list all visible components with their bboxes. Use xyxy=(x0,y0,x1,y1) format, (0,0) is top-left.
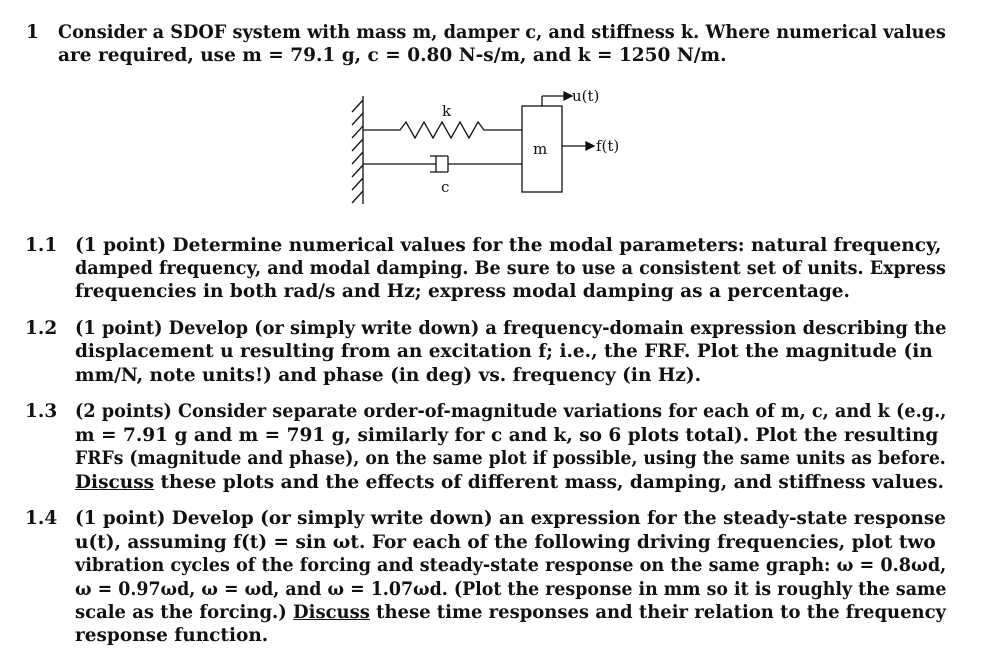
damper xyxy=(363,156,522,172)
part-1-4-line-2: u(t), assuming f(t) = sin ωt. For each of the following driving frequencies, plot two xyxy=(75,532,936,553)
discuss-word-1-3: Discuss xyxy=(75,472,155,493)
part-1-4-line-4: ω = 0.97ωd, ω = ωd, and ω = 1.07ωd. (Plot the response in mm so it is roughly the same xyxy=(75,579,947,600)
part-1-4-line-3: vibration cycles of the forcing and steady-state response on the same graph: ω = 0.8ωd, xyxy=(75,555,947,576)
part-1-4-line-1: (1 point) Develop (or simply write down) an expression for the steady-state response xyxy=(75,508,946,529)
part-1-3-line-2: m = 7.91 g and m = 791 g, similarly for c and k, so 6 plots total). Plot the resulting xyxy=(75,425,939,446)
wall-ground xyxy=(352,96,363,204)
part-1-2-line-3: mm/N, note units!) and phase (in deg) vs. frequency (in Hz). xyxy=(75,365,702,386)
part-number-1-4: 1.4 xyxy=(25,508,58,529)
displacement-arrow xyxy=(542,92,572,106)
force-arrow xyxy=(562,142,594,150)
problem-number: 1 xyxy=(26,22,39,43)
part-1-1-line-2: damped frequency, and modal damping. Be sure to use a consistent set of units. Express xyxy=(75,258,946,279)
part-1-3-line-4-rest: these plots and the effects of different mass, damping, and stiffness values. xyxy=(154,472,944,493)
part-number-1-3: 1.3 xyxy=(25,401,58,422)
damper-label: c xyxy=(441,178,450,196)
sdof-diagram xyxy=(340,84,640,214)
spring-label: k xyxy=(442,102,452,120)
part-1-4-line-5-post: these time responses and their relation to the frequency xyxy=(369,602,947,623)
problem-intro-line-1: Consider a SDOF system with mass m, damper c, and stiffness k. Where numerical values xyxy=(58,22,946,43)
part-1-3-line-3: FRFs (magnitude and phase), on the same plot if possible, using the same units as before. xyxy=(75,448,946,469)
part-1-4-line-5-pre: scale as the forcing.) xyxy=(75,602,294,623)
mass-label: m xyxy=(533,140,548,158)
force-label: f(t) xyxy=(596,137,620,155)
discuss-word-1-4: Discuss xyxy=(293,602,370,623)
part-1-3-line-4 xyxy=(75,471,944,495)
part-1-4-line-5 xyxy=(75,601,946,625)
spring xyxy=(363,122,522,138)
displacement-label: u(t) xyxy=(572,87,600,105)
part-1-1-line-3: frequencies in both rad/s and Hz; express modal damping as a percentage. xyxy=(75,281,850,302)
part-1-1-line-1: (1 point) Determine numerical values for the modal parameters: natural frequency, xyxy=(75,235,942,256)
part-number-1-1: 1.1 xyxy=(25,235,58,256)
part-1-3-line-1: (2 points) Consider separate order-of-magnitude variations for each of m, c, and k (e.g., xyxy=(75,401,947,422)
part-1-4-line-6: response function. xyxy=(75,625,269,646)
problem-intro-line-2: are required, use m = 79.1 g, c = 0.80 N-s/m, and k = 1250 N/m. xyxy=(58,45,727,66)
part-number-1-2: 1.2 xyxy=(25,318,58,339)
part-1-2-line-1: (1 point) Develop (or simply write down) a frequency-domain expression describing the xyxy=(75,318,947,339)
part-1-2-line-2: displacement u resulting from an excitation f; i.e., the FRF. Plot the magnitude (in xyxy=(75,341,933,362)
